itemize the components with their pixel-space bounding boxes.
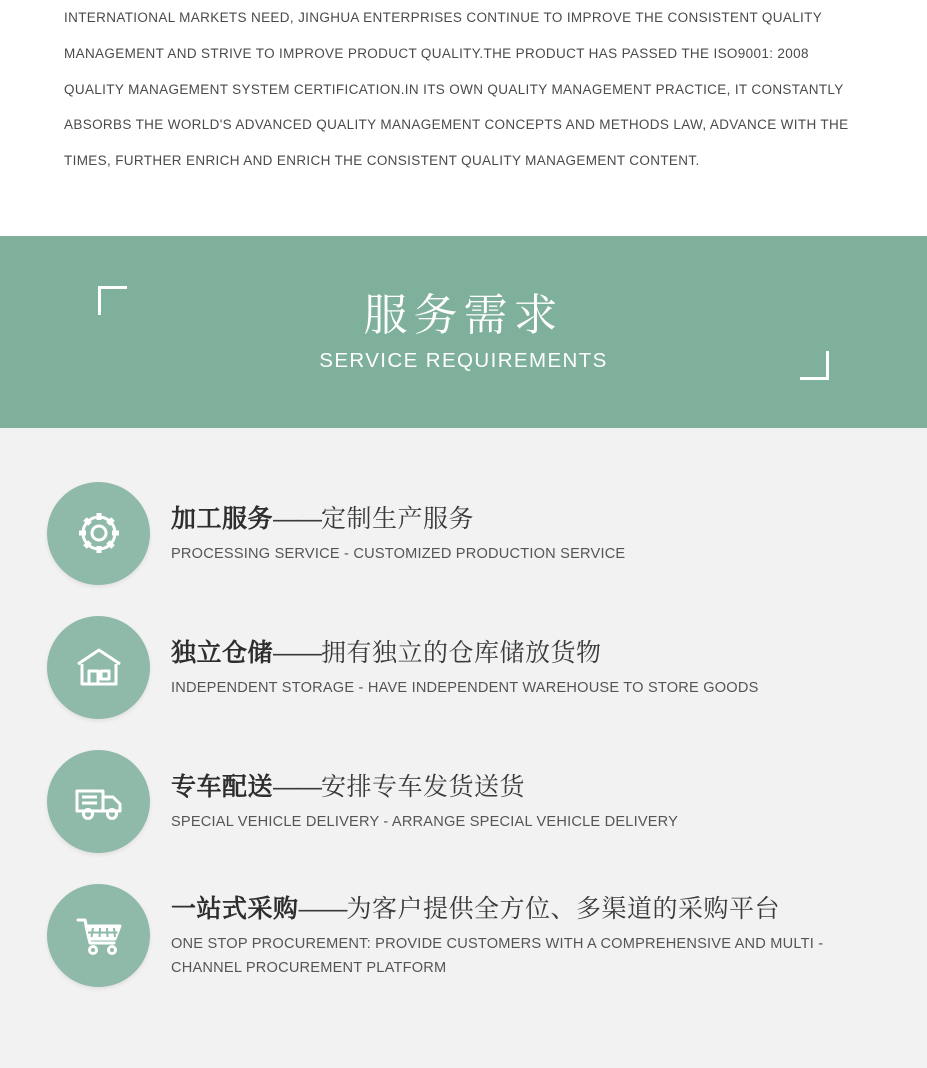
service-subtitle: ONE STOP PROCUREMENT: PROVIDE CUSTOMERS WITH A COMPREHENSIVE AND MULTI -CHANNEL PROCUREMENT PLATFORM <box>171 936 824 976</box>
intro-section <box>0 0 927 236</box>
service-title-dash: —— <box>298 895 347 923</box>
service-title-rest: 拥有独立的仓库储放货物 <box>321 639 602 667</box>
service-title-bold: 独立仓储 <box>171 639 274 667</box>
service-subtitle: SPECIAL VEHICLE DELIVERY - ARRANGE SPECIAL VEHICLE DELIVERY <box>171 814 679 830</box>
service-subtitle: INDEPENDENT STORAGE - HAVE INDEPENDENT WAREHOUSE TO STORE GOODS <box>171 680 759 696</box>
service-item-delivery <box>0 749 927 853</box>
service-title <box>171 770 678 804</box>
service-text <box>171 890 891 980</box>
service-title <box>171 502 625 536</box>
warehouse-icon <box>47 616 150 719</box>
service-title-bold: 专车配送 <box>171 773 274 801</box>
services-section <box>0 428 927 1068</box>
service-title-rest: 安排专车发货送货 <box>321 773 526 801</box>
service-subtitle: PROCESSING SERVICE - CUSTOMIZED PRODUCTION SERVICE <box>171 546 626 562</box>
service-title <box>171 892 891 926</box>
service-text <box>171 634 759 700</box>
gear-icon <box>47 482 150 585</box>
banner-title-cn: 服务需求 <box>363 291 564 340</box>
service-text <box>171 500 625 566</box>
shopping-cart-icon <box>47 884 150 987</box>
service-title-rest: 为客户提供全方位、多渠道的采购平台 <box>346 895 781 923</box>
corner-bracket-bottom-right-icon <box>800 351 829 380</box>
service-title-rest: 定制生产服务 <box>321 505 475 533</box>
service-requirements-banner <box>0 236 927 428</box>
service-title-dash: —— <box>273 505 322 533</box>
service-text <box>171 768 678 834</box>
corner-bracket-top-left-icon <box>98 286 127 315</box>
service-title <box>171 636 759 670</box>
service-title-dash: —— <box>273 639 322 667</box>
service-title-bold: 一站式采购 <box>171 895 299 923</box>
banner-title-en: SERVICE REQUIREMENTS <box>319 349 608 372</box>
service-item-storage <box>0 615 927 719</box>
truck-icon <box>47 750 150 853</box>
service-title-bold: 加工服务 <box>171 505 274 533</box>
service-item-procurement <box>0 883 927 987</box>
banner-title-block <box>254 288 674 376</box>
service-item-processing <box>0 481 927 585</box>
intro-paragraph: INTERNATIONAL MARKETS NEED, JINGHUA ENTERPRISES CONTINUE TO IMPROVE THE CONSISTENT QUALITY MANAGEMENT AND STRIVE TO IMPROVE PRODUCT QUALITY.THE PRODUCT HAS PASSED THE ISO9001: 2008 QUALITY MANAGEMENT SYSTEM CERTIFICATION.IN ITS OWN QUALITY MANAGEMENT PRACTICE, IT CONSTANTLY ABSORBS THE WORLD'S ADVANCED QUALITY MANAGEMENT CONCEPTS AND METHODS LAW, ADVANCE WITH THE TIMES, FURTHER ENRICH AND ENRICH THE CONSISTENT QUALITY MANAGEMENT CONTENT. <box>64 10 849 169</box>
service-title-dash: —— <box>273 773 322 801</box>
